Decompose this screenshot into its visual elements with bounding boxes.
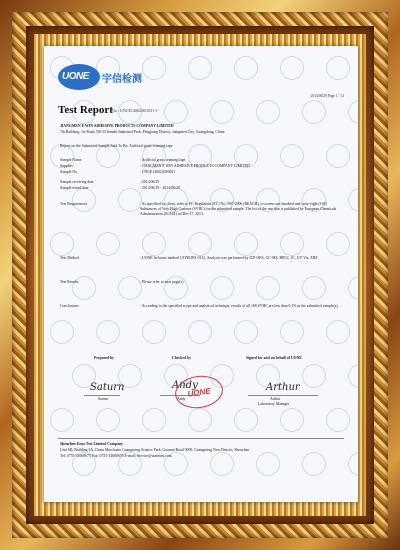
checked-by-label: Checked by xyxy=(172,356,192,360)
watermark-seal-icon xyxy=(252,96,285,129)
field-value: : UNCE140623010001 xyxy=(140,170,176,174)
test-requirement-value: : As specified by client, refer to EC Regulation (EC) No 1907/2006 (REACH), to screen one hundred and sixty-eight (168) Substances of Very High Concern (SVHCs) in the submitted sample. The list of the one that is published by European Chemicals Administration (ECHA) on Dec 17, 2013. xyxy=(140,202,337,216)
prepared-by-label: Prepared by xyxy=(94,356,115,360)
test-results-value: : Please refer to next page(s). xyxy=(140,280,185,284)
watermark-seal-icon xyxy=(276,52,309,85)
signer-3-title: Laboratory Manager xyxy=(258,402,290,406)
watermark-seal-icon xyxy=(322,404,355,437)
signature-2: Andy xyxy=(172,380,198,391)
watermark-seal-icon xyxy=(230,316,263,349)
logo-chinese-name: 宇信检测 xyxy=(102,74,142,85)
signature-line-1 xyxy=(84,395,120,396)
test-method-value: : UONE In-house method UONEJPS-0112, Analysis was performed by ICP-OES, GC-MS, HPLC, IC, UV-Vis, XRF. xyxy=(140,256,319,260)
watermark-seal-icon xyxy=(206,96,239,129)
conclusions-value: : According to the specified scope and analytical technique, results of all 168 SVHC are less than 0.1% in the submitted sample(s). xyxy=(140,304,339,308)
report-number: No.: UNCE140623010111-1 xyxy=(112,108,158,113)
watermark-seal-icon xyxy=(92,316,125,349)
conclusions-label: Conclusions xyxy=(60,304,79,308)
signed-for-label: Signed for and on behalf of UONE xyxy=(246,356,302,360)
watermark-seal-icon xyxy=(298,272,331,305)
field-value: : 2014/06/19 xyxy=(140,180,160,184)
watermark-seal-icon xyxy=(114,272,147,305)
client-name: JIANGMEN E WIN ADHESIVE PRODUCTS COMPANY LIMITED xyxy=(60,124,174,128)
watermark-seal-icon xyxy=(92,404,125,437)
field-label: Sample No. xyxy=(60,170,78,174)
signer-1-name: Saturn xyxy=(98,397,108,401)
field-label: Sample receiving date xyxy=(60,180,94,184)
watermark-seal-icon xyxy=(344,448,358,481)
watermark-seal-icon xyxy=(230,52,263,85)
watermark-seal-icon xyxy=(230,404,263,437)
client-address: 7th Building, 1st Road, N0.33 Jianzhi Industrial Park, Pengjiang District, Jiangmen City, Guangdong, China xyxy=(60,130,225,134)
watermark-seal-icon xyxy=(46,316,79,349)
signature-line-3 xyxy=(248,395,318,396)
watermark-seal-icon xyxy=(344,272,358,305)
field-label: Sample Name xyxy=(60,158,82,162)
signer-3-name: Arthur xyxy=(270,397,281,401)
watermark-seal-icon xyxy=(206,272,239,305)
stamp-text: UONE xyxy=(186,385,212,399)
signer-2-name: Andy xyxy=(177,397,186,401)
watermark-seal-icon xyxy=(160,272,193,305)
watermark-seal-icon xyxy=(184,316,217,349)
report-title: Test Report xyxy=(58,104,113,116)
test-requirement-label: Test Requirement xyxy=(60,202,87,206)
watermark-seal-icon xyxy=(344,96,358,129)
footer-address: Unit 6D, Building 3A, China Merchants Guangming Science Park, Guanmi Road 3009, Guangming New District, Shenzhen xyxy=(60,448,250,452)
certificate-paper xyxy=(44,46,358,502)
watermark-seal-icon xyxy=(276,404,309,437)
watermark-seal-icon xyxy=(138,52,171,85)
watermark-seal-icon xyxy=(252,272,285,305)
watermark-seal-icon xyxy=(276,316,309,349)
watermark-seal-icon xyxy=(298,360,331,393)
signature-3: Arthur xyxy=(266,382,300,393)
watermark-seal-icon xyxy=(68,272,101,305)
watermark-seal-icon xyxy=(322,316,355,349)
uone-logo xyxy=(58,64,100,90)
footer-divider xyxy=(58,438,344,439)
watermark-seal-icon xyxy=(344,184,358,217)
watermark-seal-icon xyxy=(322,52,355,85)
watermark-seal-icon xyxy=(184,404,217,437)
field-value: : JIANGMEN E WIN ADHESIVE PRODUCTS COMPANY LIMITED xyxy=(140,164,250,168)
watermark-seal-icon xyxy=(138,316,171,349)
watermark-seal-icon xyxy=(298,96,331,129)
test-method-label: Test Method xyxy=(60,256,80,260)
watermark-seal-icon xyxy=(92,228,125,261)
date-page-line: 2014/06/29 Page 1 / 13 xyxy=(310,94,344,98)
footer-contact: Tel: 0755-33669675 Fax: 0755-33669676 E-mail: Service@uonetest.com xyxy=(60,454,172,458)
report-intro: Report on the Submitted Sample Said To Be: Artificial grass seaming tape xyxy=(60,144,173,148)
field-label: Supplier xyxy=(60,164,73,168)
signature-1: Saturn xyxy=(90,382,125,393)
logo-text: UONE xyxy=(62,71,89,82)
watermark-seal-icon xyxy=(46,404,79,437)
test-results-label: Test Results xyxy=(60,280,79,284)
field-label: Sample tested date xyxy=(60,186,89,190)
watermark-seal-icon xyxy=(344,360,358,393)
footer-company: Shenzhen Uone Test Limited Company xyxy=(60,442,124,446)
field-value: : 2014/06/19 - 2014/06/29 xyxy=(140,186,180,190)
field-value: : Artificial grass seaming tape xyxy=(140,158,186,162)
watermark-seal-icon xyxy=(138,404,171,437)
watermark-seal-icon xyxy=(184,52,217,85)
